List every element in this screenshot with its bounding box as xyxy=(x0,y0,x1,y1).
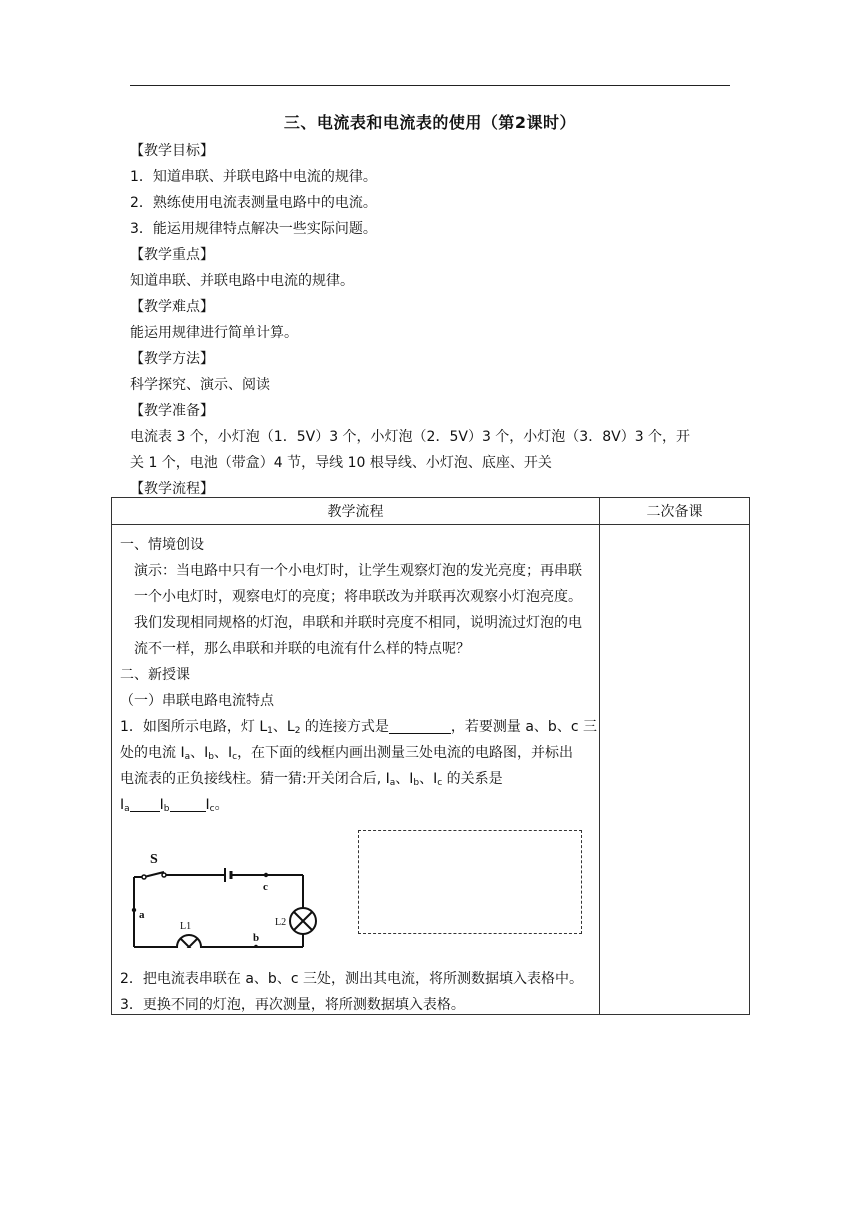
question-3: 3．更换不同的灯泡，再次测量，将所测数据填入表格。 xyxy=(120,997,465,1013)
switch-contact-left-icon xyxy=(142,875,146,879)
prep-line-1: 电流表 3 个，小灯泡（1．5V）3 个，小灯泡（2．5V）3 个，小灯泡（3．8V）3 个，开 xyxy=(130,429,691,445)
goal-1: 1．知道串联、并联电路中电流的规律。 xyxy=(130,169,377,185)
lamp-l2-label: L2 xyxy=(275,917,287,928)
point-b-label: b xyxy=(253,932,260,944)
question-1-line-4: $I_a$ $I_b$ $I_c$。 xyxy=(120,797,229,814)
goals-heading: 【教学目标】 xyxy=(130,143,214,159)
flow-heading: 【教学流程】 xyxy=(130,481,214,497)
point-c-label: c xyxy=(263,881,268,893)
lamp-l1-label: L1 xyxy=(180,921,192,932)
section-series-current: （一）串联电路电流特点 xyxy=(120,693,274,709)
method-heading: 【教学方法】 xyxy=(130,351,214,367)
lamp-l2-icon xyxy=(290,908,316,934)
point-a-dot xyxy=(132,908,136,912)
teaching-flow-table xyxy=(111,497,750,1015)
drawing-answer-box[interactable] xyxy=(358,830,582,934)
prep-line-2: 关 1 个，电池（带盒）4 节，导线 10 根导线、小灯泡、底座、开关 xyxy=(130,455,552,471)
key-heading: 【教学重点】 xyxy=(130,247,214,263)
goal-2: 2．熟练使用电流表测量电路中的电流。 xyxy=(130,195,377,211)
col-header-revision: 二次备课 xyxy=(600,498,750,525)
question-1-line-2: 处的电流 $I_a$、$I_b$、$I_c$，在下面的线框内画出测量三处电流的电路图，并标出 xyxy=(120,745,574,762)
answer-blank-bc[interactable] xyxy=(170,797,206,812)
switch-label: S xyxy=(150,852,158,867)
revision-notes-cell[interactable] xyxy=(600,525,750,1015)
question-1-line-3: 电流表的正负接线柱。猜一猜:开关闭合后, $I_a$、$I_b$、$I_c$ 的关系是 xyxy=(120,771,503,788)
difficulty-heading: 【教学难点】 xyxy=(130,299,214,315)
method-text: 科学探究、演示、阅读 xyxy=(130,377,270,393)
lamp-l1-icon xyxy=(177,935,201,948)
answer-blank-connection[interactable] xyxy=(389,719,451,734)
goal-3: 3．能运用规律特点解决一些实际问题。 xyxy=(130,221,377,237)
demo-line-2: 一个小电灯时，观察电灯的亮度；将串联改为并联再次观察小灯泡亮度。 xyxy=(134,589,582,605)
question-2: 2．把电流表串联在 a、b、c 三处，测出其电流，将所测数据填入表格中。 xyxy=(120,971,583,987)
series-circuit-diagram xyxy=(122,828,322,948)
prep-heading: 【教学准备】 xyxy=(130,403,214,419)
section-situation: 一、情境创设 xyxy=(120,537,204,553)
demo-line-1: 演示：当电路中只有一个小电灯时，让学生观察灯泡的发光亮度；再串联 xyxy=(134,563,582,579)
point-a-label: a xyxy=(139,909,145,921)
demo-line-3: 我们发现相同规格的灯泡，串联和并联时亮度不相同，说明流过灯泡的电 xyxy=(134,615,582,631)
switch-contact-right-icon xyxy=(162,873,166,877)
page-title: 三、电流表和电流表的使用（第2课时） xyxy=(283,113,577,132)
answer-blank-ab[interactable] xyxy=(130,797,160,812)
header-rule xyxy=(130,85,730,86)
question-1-line-1: 1．如图所示电路，灯 $L_1$、$L_2$ 的连接方式是 ，若要测量 a、b、c 三 xyxy=(120,719,597,736)
key-text: 知道串联、并联电路中电流的规律。 xyxy=(130,273,354,289)
point-b-dot xyxy=(254,945,258,948)
demo-line-4: 流不一样，那么串联和并联的电流有什么样的特点呢？ xyxy=(134,641,470,657)
point-c-dot xyxy=(264,873,268,877)
section-new-lesson: 二、新授课 xyxy=(120,667,190,683)
flow-content-cell xyxy=(112,525,600,1015)
col-header-flow: 教学流程 xyxy=(112,498,600,525)
difficulty-text: 能运用规律进行简单计算。 xyxy=(130,325,298,341)
